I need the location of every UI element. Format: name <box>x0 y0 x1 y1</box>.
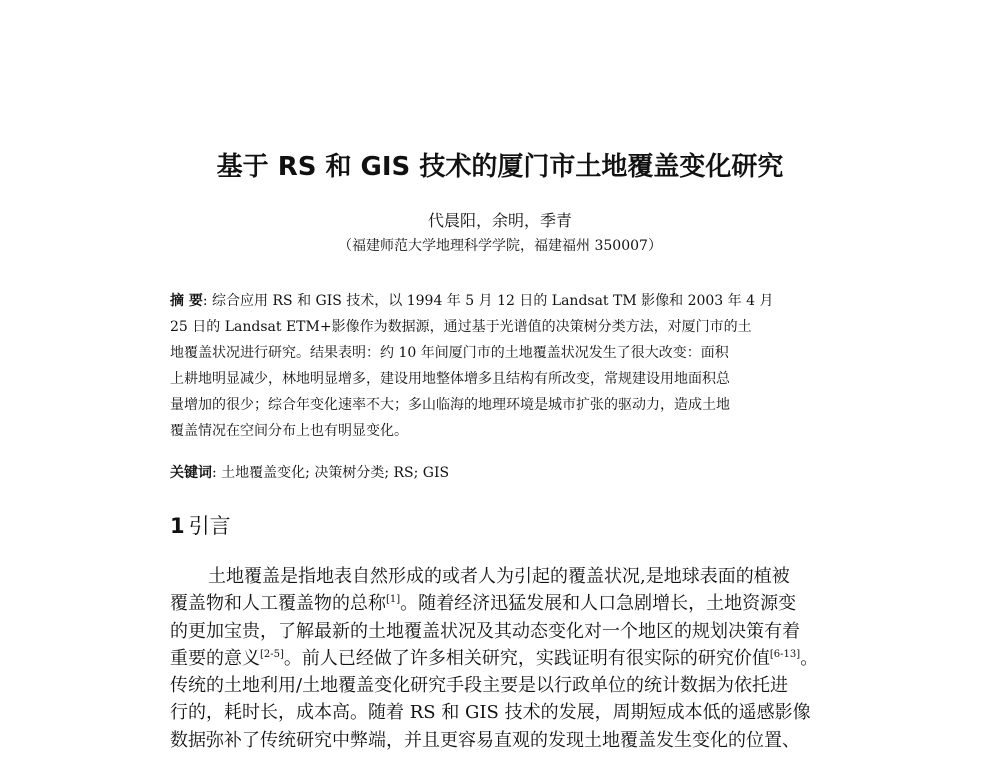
body-line: 数据弥补了传统研究中弊端，并且更容易直观的发现土地覆盖发生变化的位置、 <box>170 729 800 751</box>
abstract-line: 量增加的很少；综合年变化速率不大；多山临海的地理环境是城市扩张的驱动力，造成土地 <box>170 397 730 413</box>
body-line: 的更加宝贵，了解最新的土地覆盖状况及其动态变化对一个地区的规划决策有着 <box>170 620 800 642</box>
body-text-segment: 重要的意义 <box>170 647 260 669</box>
citation-ref: [2-5] <box>260 648 284 660</box>
author-list: 代晨阳，余明，季青 <box>427 211 572 230</box>
section-number: 1 <box>170 514 185 538</box>
body-text-segment: 。 <box>800 647 819 669</box>
body-text-segment: 。随着经济迅猛发展和人口急剧增长，土地资源变 <box>400 593 797 615</box>
citation-ref: [1] <box>386 594 401 606</box>
abstract-line: 上耕地明显减少，林地明显增多，建设用地整体增多且结构有所改变，常规建设用地面积总 <box>170 371 730 387</box>
body-paragraph <box>170 563 860 754</box>
abstract-line: 覆盖情况在空间分布上也有明显变化。 <box>170 423 408 439</box>
author-affiliation: （福建师范大学地理科学学院，福建福州 350007） <box>338 238 662 254</box>
paper-title: 基于 RS 和 GIS 技术的厦门市土地覆盖变化研究 <box>216 152 784 182</box>
section-heading <box>170 510 231 540</box>
body-line <box>170 645 860 672</box>
keywords-line <box>170 460 860 486</box>
abstract-line: 地覆盖状况进行研究。结果表明：约 10 年间厦门市的土地覆盖状况发生了很大改变：面积 <box>170 345 729 361</box>
body-text-segment: 。前人已经做了许多相关研究，实践证明有很实际的研究价值 <box>283 647 770 669</box>
abstract-line <box>170 288 860 314</box>
body-text-segment: 覆盖物和人工覆盖物的总称 <box>170 593 386 615</box>
abstract-line: 25 日的 Landsat ETM+影像作为数据源，通过基于光谱值的决策树分类方法，对厦门市的土 <box>170 319 752 335</box>
body-line <box>170 590 860 617</box>
citation-ref: [6-13] <box>769 648 801 660</box>
keywords-text: : 土地覆盖变化; 决策树分类; RS; GIS <box>212 465 450 481</box>
section-title-text: 引言 <box>188 514 231 538</box>
body-line: 传统的土地利用/土地覆盖变化研究手段主要是以行政单位的统计数据为依托进 <box>170 675 789 697</box>
abstract-text: : 综合应用 RS 和 GIS 技术，以 1994 年 5 月 12 日的 Landsat TM 影像和 2003 年 4 月 <box>202 293 774 309</box>
abstract-label: 摘 要 <box>170 293 203 309</box>
abstract-block <box>170 288 860 444</box>
body-line: 行的，耗时长，成本高。随着 RS 和 GIS 技术的发展，周期短成本低的遥感影像 <box>170 702 811 724</box>
body-line: 土地覆盖是指地表自然形成的或者人为引起的覆盖状况,是地球表面的植被 <box>208 566 790 587</box>
keywords-label: 关键词 <box>170 465 212 481</box>
